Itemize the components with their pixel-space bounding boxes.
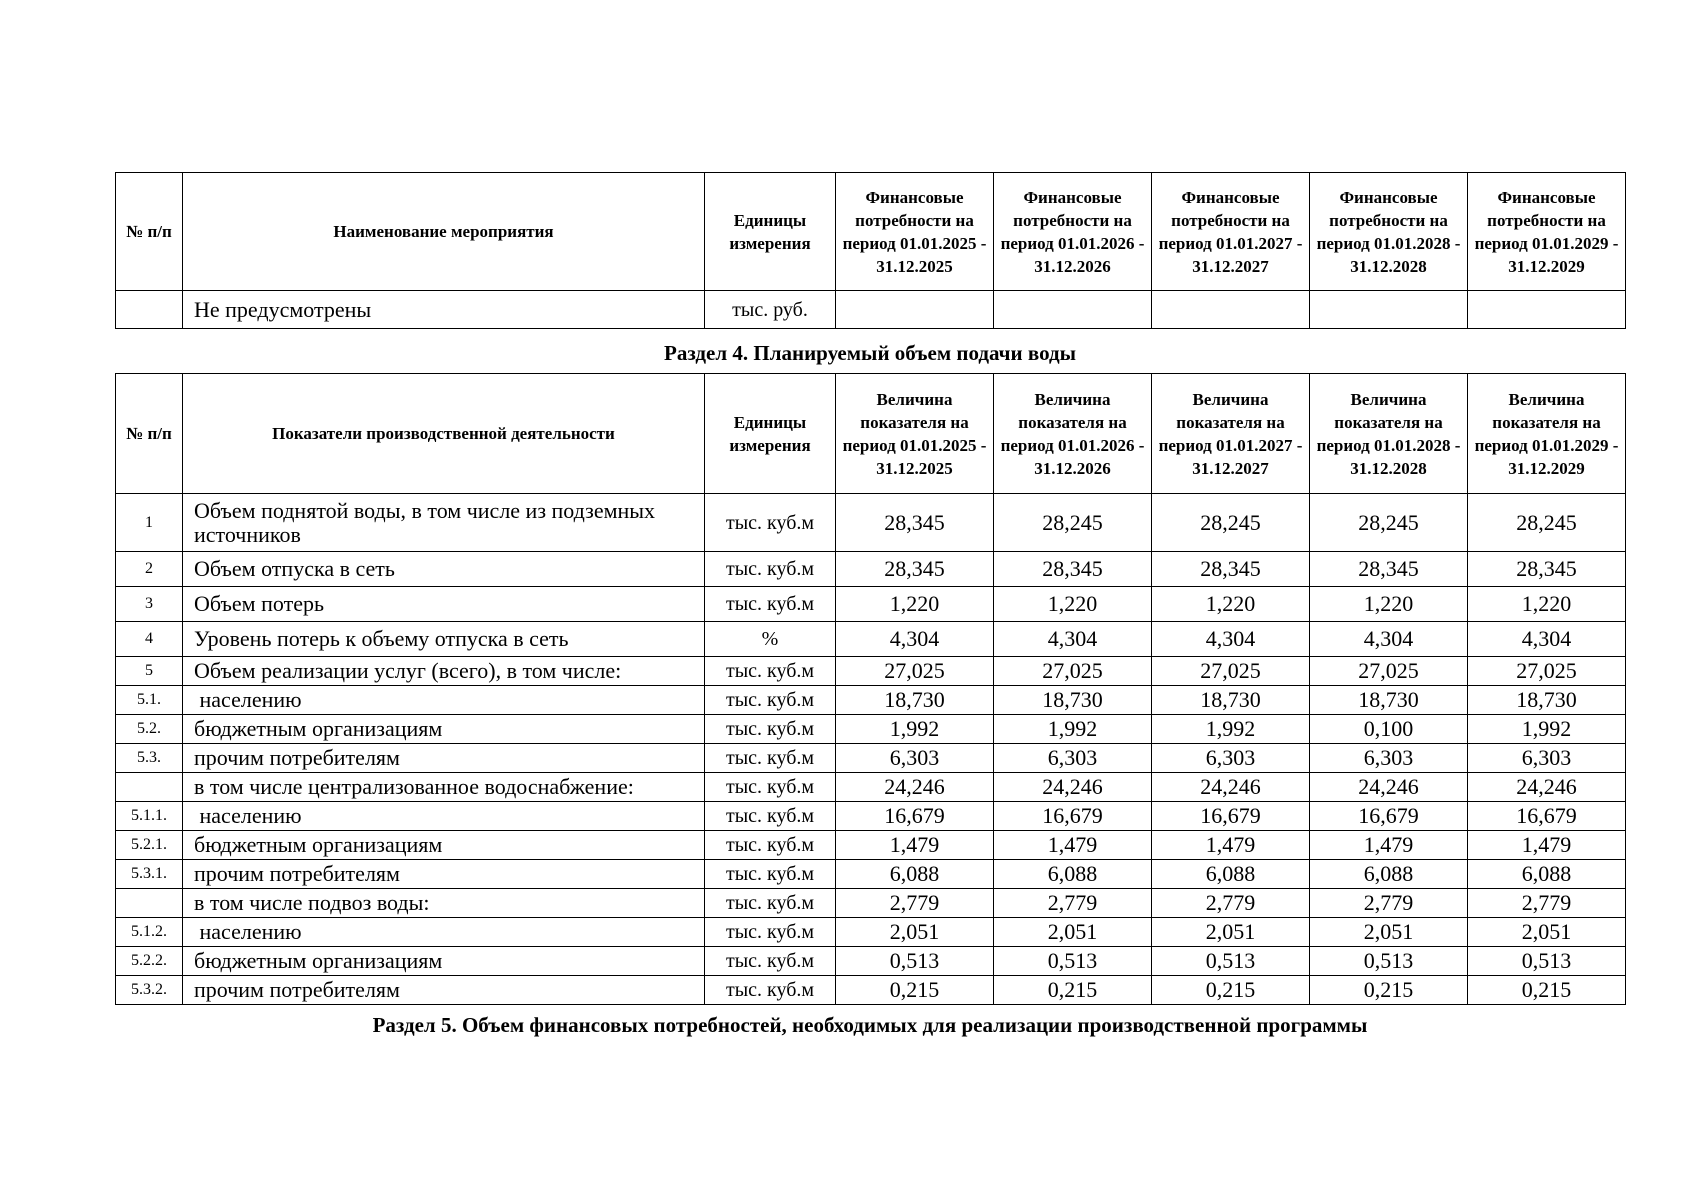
row-unit: тыс. куб.м — [705, 976, 836, 1005]
row-unit: тыс. куб.м — [705, 918, 836, 947]
table-row — [116, 494, 1626, 552]
row-value: 27,025 — [1310, 657, 1468, 686]
row-value: 1,479 — [1310, 831, 1468, 860]
row-name: в том числе подвоз воды: — [183, 889, 705, 918]
row-value: 18,730 — [1152, 686, 1310, 715]
table-header-row — [116, 173, 1626, 291]
row-value: 24,246 — [994, 773, 1152, 802]
row-value — [836, 291, 994, 329]
water-supply-table — [115, 373, 1626, 1005]
row-num: 5.1.1. — [116, 802, 183, 831]
row-num: 5.1.2. — [116, 918, 183, 947]
row-value: 6,303 — [1310, 744, 1468, 773]
row-name: прочим потребителям — [183, 860, 705, 889]
table-row — [116, 291, 1626, 329]
row-num: 1 — [116, 494, 183, 552]
row-num: 5.2.1. — [116, 831, 183, 860]
row-value: 28,345 — [836, 494, 994, 552]
row-value: 24,246 — [1468, 773, 1626, 802]
row-unit: тыс. куб.м — [705, 587, 836, 622]
row-value: 0,513 — [1468, 947, 1626, 976]
header-period: Финансовые потребности на период 01.01.2028 - 31.12.2028 — [1310, 173, 1468, 291]
row-value: 6,088 — [994, 860, 1152, 889]
row-name: Не предусмотрены — [183, 291, 705, 329]
row-value: 6,088 — [836, 860, 994, 889]
row-value: 2,779 — [836, 889, 994, 918]
row-value: 28,345 — [994, 552, 1152, 587]
row-value: 28,345 — [1468, 552, 1626, 587]
row-value: 27,025 — [836, 657, 994, 686]
row-value — [994, 291, 1152, 329]
row-num: 2 — [116, 552, 183, 587]
table-row — [116, 622, 1626, 657]
row-value: 2,779 — [1152, 889, 1310, 918]
row-num: 5.3.2. — [116, 976, 183, 1005]
row-value: 24,246 — [1310, 773, 1468, 802]
table-row — [116, 802, 1626, 831]
row-value: 28,345 — [836, 552, 994, 587]
table-row — [116, 947, 1626, 976]
row-value: 1,479 — [1152, 831, 1310, 860]
row-value: 1,220 — [1152, 587, 1310, 622]
row-value: 4,304 — [1468, 622, 1626, 657]
header-period: Финансовые потребности на период 01.01.2026 - 31.12.2026 — [994, 173, 1152, 291]
row-value: 2,779 — [1310, 889, 1468, 918]
header-num: № п/п — [116, 173, 183, 291]
row-name: Объем реализации услуг (всего), в том числе: — [183, 657, 705, 686]
row-value: 6,088 — [1310, 860, 1468, 889]
row-value: 0,215 — [1468, 976, 1626, 1005]
row-name: населению — [183, 918, 705, 947]
row-value: 2,051 — [994, 918, 1152, 947]
row-unit: тыс. куб.м — [705, 657, 836, 686]
row-value: 18,730 — [836, 686, 994, 715]
row-value: 4,304 — [836, 622, 994, 657]
section-4-title: Раздел 4. Планируемый объем подачи воды — [664, 341, 1076, 365]
row-value: 1,992 — [836, 715, 994, 744]
row-value: 6,088 — [1152, 860, 1310, 889]
row-value: 2,051 — [836, 918, 994, 947]
row-num: 3 — [116, 587, 183, 622]
row-value: 6,303 — [1468, 744, 1626, 773]
table-row — [116, 889, 1626, 918]
row-value: 2,779 — [1468, 889, 1626, 918]
row-num: 5.1. — [116, 686, 183, 715]
row-unit: тыс. куб.м — [705, 552, 836, 587]
row-unit: тыс. куб.м — [705, 773, 836, 802]
row-unit: тыс. куб.м — [705, 494, 836, 552]
row-unit: тыс. куб.м — [705, 947, 836, 976]
row-value: 16,679 — [1152, 802, 1310, 831]
row-value: 16,679 — [1310, 802, 1468, 831]
table-row — [116, 657, 1626, 686]
row-value: 16,679 — [836, 802, 994, 831]
row-unit: тыс. куб.м — [705, 889, 836, 918]
row-value: 24,246 — [1152, 773, 1310, 802]
row-value: 1,992 — [1468, 715, 1626, 744]
row-value: 18,730 — [1310, 686, 1468, 715]
row-unit: тыс. куб.м — [705, 715, 836, 744]
row-value: 1,220 — [1310, 587, 1468, 622]
row-value: 27,025 — [1152, 657, 1310, 686]
row-value: 0,215 — [836, 976, 994, 1005]
row-value: 28,245 — [1310, 494, 1468, 552]
row-value: 0,513 — [836, 947, 994, 976]
row-value: 1,220 — [836, 587, 994, 622]
table-row — [116, 860, 1626, 889]
row-unit: тыс. куб.м — [705, 860, 836, 889]
table-row — [116, 686, 1626, 715]
row-name: населению — [183, 802, 705, 831]
header-period: Величина показателя на период 01.01.2026 - 31.12.2026 — [994, 374, 1152, 494]
row-value: 2,051 — [1152, 918, 1310, 947]
row-value: 18,730 — [994, 686, 1152, 715]
header-period: Величина показателя на период 01.01.2027 - 31.12.2027 — [1152, 374, 1310, 494]
row-value: 24,246 — [836, 773, 994, 802]
row-num: 5 — [116, 657, 183, 686]
header-name: Наименование мероприятия — [183, 173, 705, 291]
row-value: 1,479 — [1468, 831, 1626, 860]
table-body — [116, 494, 1626, 1005]
header-period: Величина показателя на период 01.01.2028 - 31.12.2028 — [1310, 374, 1468, 494]
row-name: населению — [183, 686, 705, 715]
header-num: № п/п — [116, 374, 183, 494]
row-value: 4,304 — [994, 622, 1152, 657]
row-name: в том числе централизованное водоснабжение: — [183, 773, 705, 802]
row-value: 4,304 — [1310, 622, 1468, 657]
row-value: 4,304 — [1152, 622, 1310, 657]
row-name: бюджетным организациям — [183, 831, 705, 860]
row-value: 2,051 — [1468, 918, 1626, 947]
row-value: 6,088 — [1468, 860, 1626, 889]
row-value: 6,303 — [1152, 744, 1310, 773]
header-unit: Единицы измерения — [705, 173, 836, 291]
header-period: Финансовые потребности на период 01.01.2027 - 31.12.2027 — [1152, 173, 1310, 291]
table-row — [116, 831, 1626, 860]
row-value: 0,215 — [1310, 976, 1468, 1005]
table-row — [116, 587, 1626, 622]
row-unit: тыс. куб.м — [705, 686, 836, 715]
section-5-title: Раздел 5. Объем финансовых потребностей, необходимых для реализации производственной программы — [372, 1013, 1368, 1037]
financial-needs-table — [115, 172, 1626, 329]
row-unit: тыс. куб.м — [705, 802, 836, 831]
row-value: 0,513 — [1152, 947, 1310, 976]
row-value: 28,245 — [1152, 494, 1310, 552]
row-name: Объем отпуска в сеть — [183, 552, 705, 587]
table-header-row — [116, 374, 1626, 494]
row-name: бюджетным организациям — [183, 947, 705, 976]
row-value — [1152, 291, 1310, 329]
row-value: 1,992 — [994, 715, 1152, 744]
row-num: 5.2.2. — [116, 947, 183, 976]
row-unit: % — [705, 622, 836, 657]
header-unit: Единицы измерения — [705, 374, 836, 494]
row-num: 4 — [116, 622, 183, 657]
row-value: 2,779 — [994, 889, 1152, 918]
header-period: Финансовые потребности на период 01.01.2029 - 31.12.2029 — [1468, 173, 1626, 291]
table-row — [116, 918, 1626, 947]
row-value: 1,220 — [994, 587, 1152, 622]
row-name: Объем поднятой воды, в том числе из подземных источников — [183, 494, 705, 552]
header-period: Финансовые потребности на период 01.01.2025 - 31.12.2025 — [836, 173, 994, 291]
row-num: 5.3.1. — [116, 860, 183, 889]
row-value: 1,479 — [836, 831, 994, 860]
table-row — [116, 744, 1626, 773]
row-name: Уровень потерь к объему отпуска в сеть — [183, 622, 705, 657]
row-value — [1310, 291, 1468, 329]
row-value: 28,345 — [1152, 552, 1310, 587]
row-value: 0,513 — [994, 947, 1152, 976]
row-value: 1,992 — [1152, 715, 1310, 744]
header-name: Показатели производственной деятельности — [183, 374, 705, 494]
table-row — [116, 976, 1626, 1005]
header-period: Величина показателя на период 01.01.2025 - 31.12.2025 — [836, 374, 994, 494]
row-value: 6,303 — [994, 744, 1152, 773]
row-num — [116, 291, 183, 329]
row-value: 6,303 — [836, 744, 994, 773]
row-num — [116, 773, 183, 802]
row-name: Объем потерь — [183, 587, 705, 622]
row-num: 5.2. — [116, 715, 183, 744]
row-value — [1468, 291, 1626, 329]
row-value: 2,051 — [1310, 918, 1468, 947]
row-value: 28,245 — [994, 494, 1152, 552]
row-name: бюджетным организациям — [183, 715, 705, 744]
table-row — [116, 715, 1626, 744]
row-value: 18,730 — [1468, 686, 1626, 715]
row-name: прочим потребителям — [183, 976, 705, 1005]
row-unit: тыс. руб. — [705, 291, 836, 329]
row-value: 0,215 — [1152, 976, 1310, 1005]
row-value: 28,345 — [1310, 552, 1468, 587]
table-row — [116, 773, 1626, 802]
row-value: 1,479 — [994, 831, 1152, 860]
row-value: 16,679 — [1468, 802, 1626, 831]
row-name: прочим потребителям — [183, 744, 705, 773]
row-unit: тыс. куб.м — [705, 831, 836, 860]
row-num: 5.3. — [116, 744, 183, 773]
table-row — [116, 552, 1626, 587]
row-value: 27,025 — [994, 657, 1152, 686]
row-value: 28,245 — [1468, 494, 1626, 552]
row-value: 1,220 — [1468, 587, 1626, 622]
row-value: 27,025 — [1468, 657, 1626, 686]
header-period: Величина показателя на период 01.01.2029 - 31.12.2029 — [1468, 374, 1626, 494]
row-value: 0,513 — [1310, 947, 1468, 976]
row-value: 0,100 — [1310, 715, 1468, 744]
row-value: 0,215 — [994, 976, 1152, 1005]
row-value: 16,679 — [994, 802, 1152, 831]
row-num — [116, 889, 183, 918]
row-unit: тыс. куб.м — [705, 744, 836, 773]
